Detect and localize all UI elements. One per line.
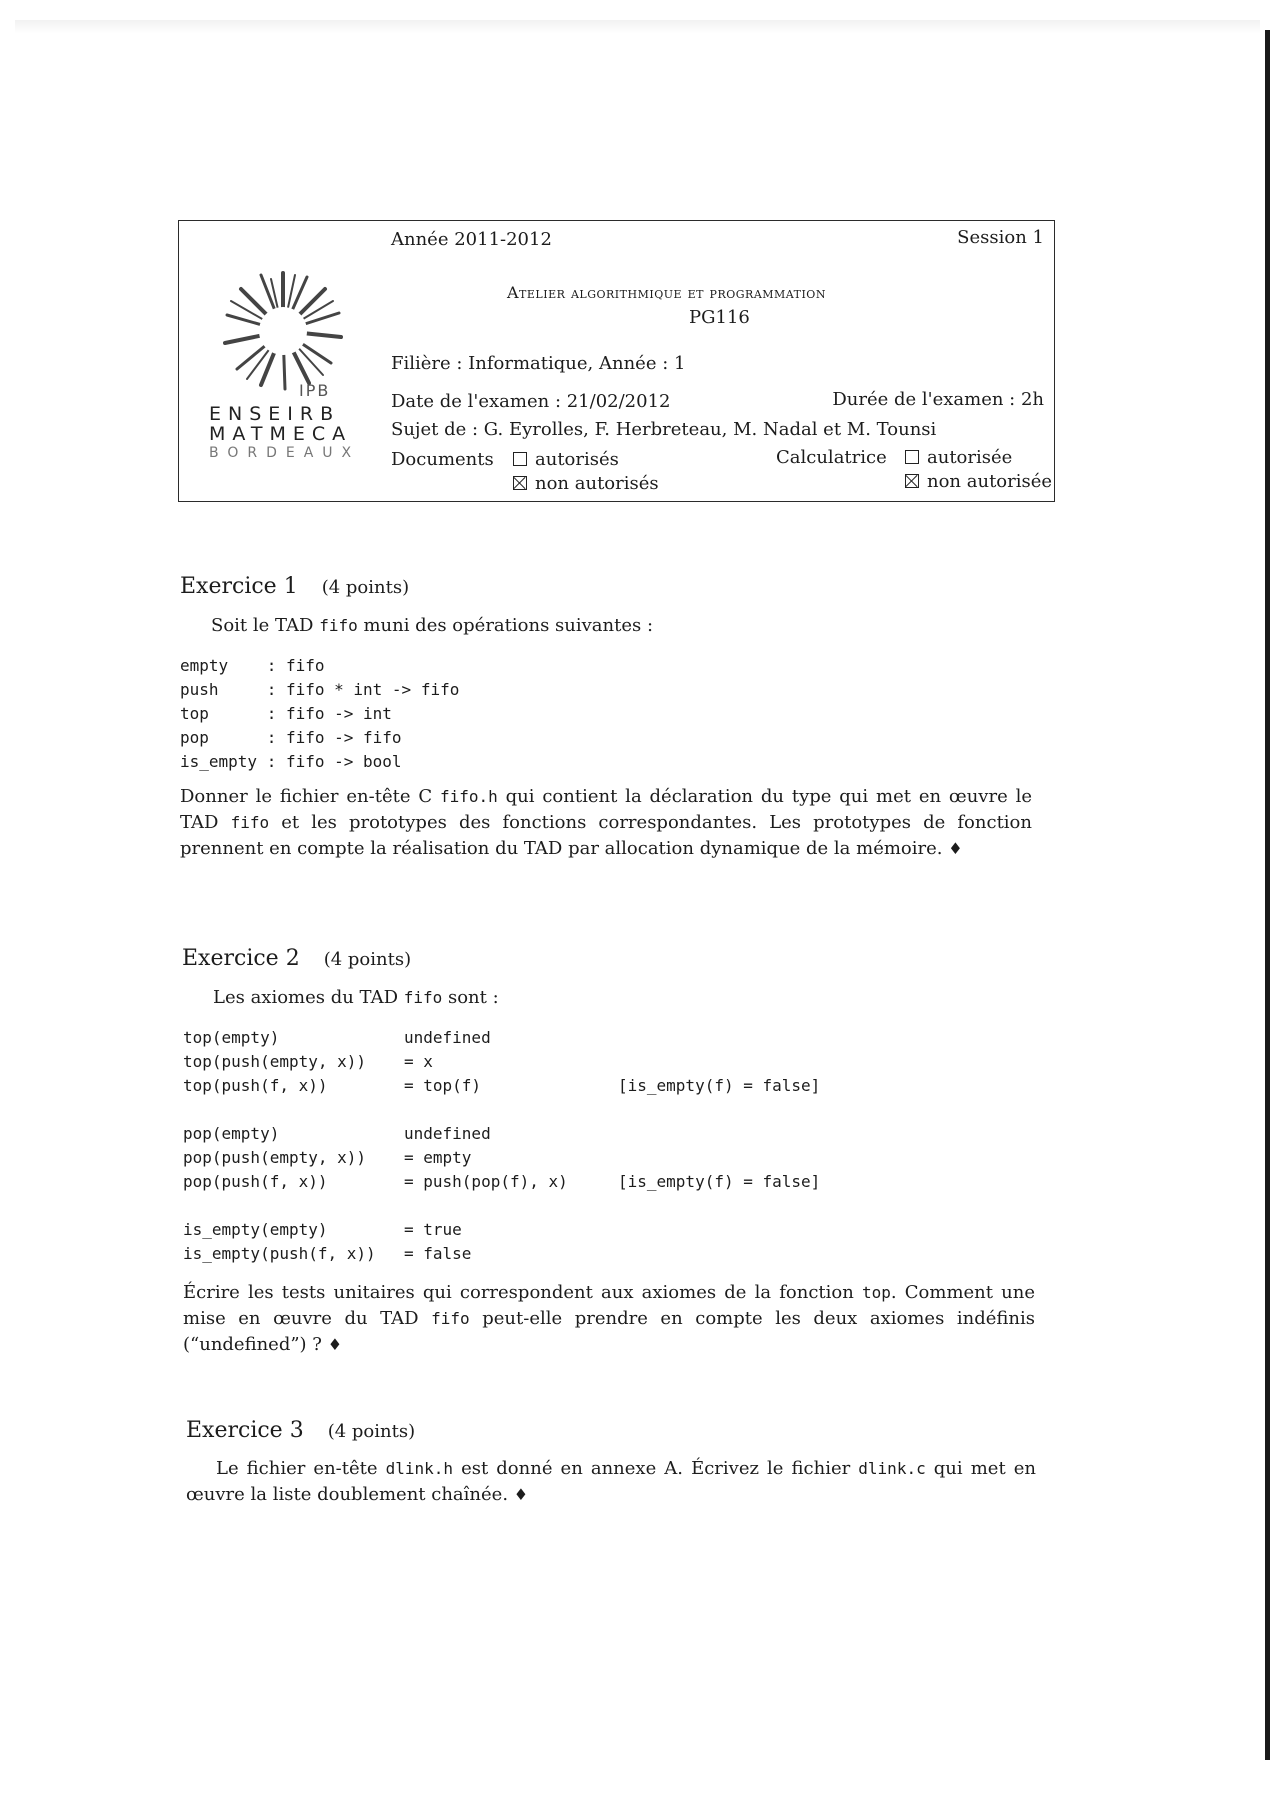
exercise-1-points: (4 points) [321, 577, 410, 598]
exercise-2-statement-text-c: peut-elle prendre en compte les deux axiomes indéfinis (“undefined”) ? [183, 1308, 1035, 1355]
axiom-1-lhs: top(empty) [183, 1028, 280, 1047]
calculator-allowed-checkbox [905, 450, 919, 464]
exercise-2-statement [183, 1280, 1035, 1358]
school-logo [209, 271, 361, 461]
calculator-not-allowed-checkbox [905, 474, 919, 488]
exercise-2-points: (4 points) [323, 949, 412, 970]
exercise-2-intro [213, 985, 1033, 1011]
exercise-3-statement-text-c: qui met en œuvre la liste doublement chaînée. [186, 1458, 1036, 1505]
logo-enseirb-text: ENSEIRB [209, 403, 341, 425]
axiom-3-rhs: = top(f) [404, 1076, 482, 1095]
axiom-5-rhs: = empty [404, 1148, 472, 1167]
exercise-3-title [186, 1418, 415, 1443]
documents-not-allowed-label: non autorisés [535, 473, 659, 494]
exercise-2-statement-code-b: fifo [431, 1309, 470, 1328]
documents-not-allowed-checkbox [513, 476, 527, 490]
axiom-3-lhs: top(push(f, x)) [183, 1076, 328, 1095]
exam-authors: Sujet de : G. Eyrolles, F. Herbreteau, M. Nadal et M. Tounsi [391, 419, 937, 440]
axiom-2-rhs: = x [404, 1052, 433, 1071]
exercise-1-title [180, 574, 409, 599]
exercise-3-statement [186, 1456, 1036, 1508]
exercise-1-intro-text-end: muni des opérations suivantes : [357, 615, 654, 636]
calculator-label: Calculatrice [776, 447, 887, 468]
exercise-2-end-mark-icon: ♦ [327, 1335, 343, 1354]
scan-top-shadow [15, 20, 1260, 34]
exam-date: Date de l'examen : 21/02/2012 [391, 391, 671, 412]
scan-edge-line [1265, 30, 1270, 1760]
exercise-3-end-mark-icon: ♦ [513, 1485, 529, 1504]
exercise-1-statement [180, 784, 1032, 862]
documents-not-allowed-option [513, 473, 659, 494]
axiom-7-rhs: = true [404, 1220, 462, 1239]
exam-header-box [178, 220, 1055, 502]
logo-bordeaux-text: BORDEAUX [209, 445, 361, 461]
exercise-2-statement-code-a: top [861, 1283, 891, 1302]
exercise-2-heading: Exercice 2 [182, 946, 300, 971]
exercise-2-intro-code: fifo [403, 988, 443, 1007]
calculator-not-allowed-label: non autorisée [927, 471, 1053, 492]
axiom-7-lhs: is_empty(empty) [183, 1220, 328, 1239]
course-code: PG116 [689, 307, 750, 328]
documents-allowed-label: autorisés [535, 449, 619, 470]
documents-allowed-option [513, 449, 619, 470]
exercise-1-statement-code-b: fifo [230, 813, 270, 832]
exercise-3-heading: Exercice 3 [186, 1418, 304, 1443]
axiom-6-lhs: pop(push(f, x)) [183, 1172, 328, 1191]
exercise-3-statement-code-a: dlink.h [385, 1459, 454, 1478]
axiom-1-rhs: undefined [404, 1028, 491, 1047]
exercise-3-statement-code-b: dlink.c [858, 1459, 926, 1478]
calculator-not-allowed-option [905, 471, 1052, 492]
documents-allowed-checkbox [513, 452, 527, 466]
axiom-6-condition: [is_empty(f) = false] [618, 1172, 821, 1191]
exercise-2-intro-text-end: sont : [442, 987, 499, 1008]
exercise-3-statement-text-a: Le fichier en-tête [216, 1458, 386, 1479]
axiom-8-lhs: is_empty(push(f, x)) [183, 1244, 376, 1263]
exercise-1-statement-text-a: Donner le fichier en-tête C [180, 786, 440, 807]
axiom-8-rhs: = false [404, 1244, 472, 1263]
exercise-1-intro-text: Soit le TAD [211, 615, 320, 636]
axiom-3-condition: [is_empty(f) = false] [618, 1076, 821, 1095]
filiere-line: Filière : Informatique, Année : 1 [391, 353, 686, 374]
exercise-3-points: (4 points) [327, 1421, 416, 1442]
exercise-3-statement-text-b: est donné en annexe A. Écrivez le fichier [453, 1458, 859, 1479]
exercise-1-statement-text-c: et les prototypes des fonctions correspondantes. Les prototypes de fonction prennent en compte la réalisation du TAD par allocation dynamique de la mémoire. [180, 812, 1032, 859]
documents-label: Documents [391, 449, 494, 470]
calculator-allowed-label: autorisée [927, 447, 1013, 468]
sunburst-logo-icon [223, 271, 343, 391]
axiom-2-lhs: top(push(empty, x)) [183, 1052, 367, 1071]
exam-duration: Durée de l'examen : 2h [832, 389, 1044, 410]
exercise-1-heading: Exercice 1 [180, 574, 298, 599]
exercise-1-intro [211, 613, 1031, 639]
academic-year: Année 2011-2012 [391, 229, 552, 250]
exercise-2-statement-text-b: . Comment une mise en œuvre du TAD [183, 1282, 1035, 1329]
axiom-5-lhs: pop(push(empty, x)) [183, 1148, 367, 1167]
session-label: Session 1 [957, 227, 1044, 248]
logo-ipb-text: IPB [299, 381, 331, 400]
exercise-2-intro-text: Les axiomes du TAD [213, 987, 404, 1008]
course-title: Atelier algorithmique et programmation [507, 283, 826, 302]
exercise-1-statement-text-b: qui contient la déclaration du type qui met en œuvre le TAD [180, 786, 1032, 833]
exercise-2-statement-text-a: Écrire les tests unitaires qui correspondent aux axiomes de la fonction [183, 1282, 862, 1303]
exercise-1-statement-code-a: fifo.h [439, 787, 498, 806]
axiom-4-rhs: undefined [404, 1124, 491, 1143]
calculator-allowed-option [905, 447, 1012, 468]
exercise-1-intro-code: fifo [319, 616, 358, 635]
logo-matmeca-text: MATMECA [209, 423, 353, 445]
exercise-1-end-mark-icon: ♦ [948, 839, 963, 858]
exercise-2-title [182, 946, 411, 971]
exercise-1-operations-code: empty : fifo push : fifo * int -> fifo top : fifo -> int pop : fifo -> fifo is_empty : fifo -> bool [180, 656, 460, 771]
axiom-6-rhs: = push(pop(f), x) [404, 1172, 568, 1191]
axiom-4-lhs: pop(empty) [183, 1124, 280, 1143]
